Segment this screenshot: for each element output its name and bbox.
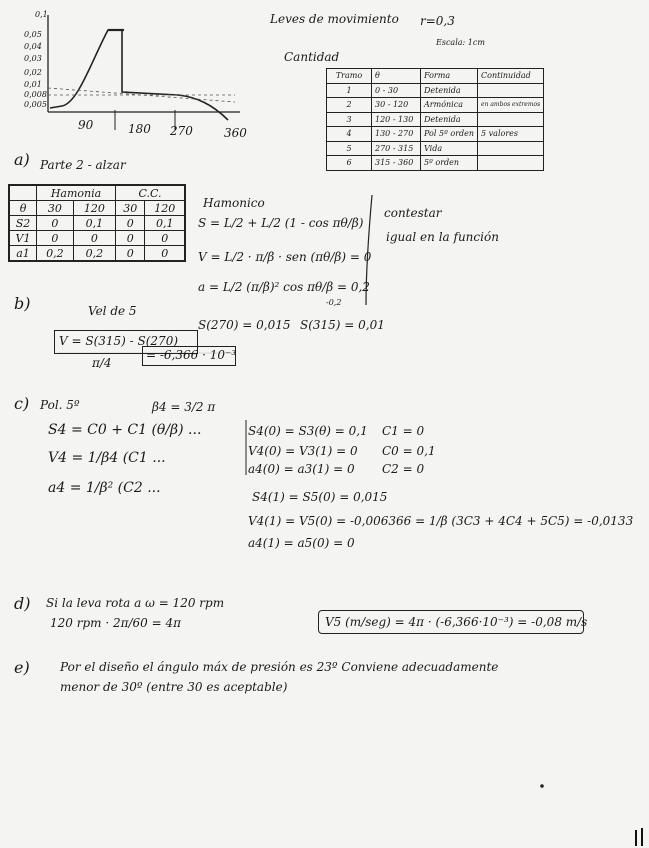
table-header-row (9, 185, 185, 201)
coefficient: C0 = 0,1 (382, 444, 436, 458)
table-cell: Detenida (421, 112, 478, 127)
table-cell: 2 (327, 98, 372, 113)
tramos-title: Cantidad (284, 50, 340, 64)
table-cell: 0,1 (145, 216, 185, 231)
y-tick-label: 0,04 (24, 42, 42, 51)
coefficient: C2 = 0 (382, 462, 425, 476)
table-row (9, 246, 185, 262)
displacement-curve (50, 30, 228, 120)
boundary-condition: S4(0) = S3(θ) = 0,1 (248, 424, 368, 438)
table-cell (478, 83, 544, 98)
table-cell: 6 (327, 156, 372, 171)
page-title: Leves de movimiento (270, 12, 399, 26)
section-d-intro: Si la leva rota a ω = 120 rpm (46, 596, 225, 610)
equation-a-extra: -0,2 (326, 298, 342, 307)
table-cell: 0 (37, 231, 74, 246)
final-velocity: V5 (m/seg) = 4π · (-6,366·10⁻³) = -0,08 m/s (325, 615, 588, 629)
table-cell: 0 (145, 231, 185, 246)
table-header: C.C. (116, 185, 186, 201)
table-cell: 270 - 315 (372, 141, 421, 156)
section-d-label: d) (14, 594, 31, 613)
table-header: 120 (73, 201, 115, 216)
x-tick-label: 90 (78, 118, 94, 132)
table-header-row (327, 69, 544, 84)
table-cell: Pol 5º orden (421, 127, 478, 142)
section-a-label: a) (14, 150, 30, 169)
table-cell: 30 - 120 (372, 98, 421, 113)
table-cell: Detenida (421, 83, 478, 98)
table-cell: a1 (9, 246, 37, 262)
table-cell: 5 valores (478, 127, 544, 142)
poly-s: S4 = C0 + C1 (θ/β) ... (48, 422, 202, 438)
table-cell: 0 (145, 246, 185, 262)
y-tick-label: 0,02 (24, 68, 42, 77)
table-header: 30 (116, 201, 145, 216)
table-header: 120 (145, 201, 185, 216)
s270-value: S(270) = 0,015 (198, 318, 291, 332)
velocity-result: = -6,366 · 10⁻³ (146, 348, 237, 362)
table-cell: 0 (37, 216, 74, 231)
table-cell: 0 (73, 231, 115, 246)
boundary-condition: V4(1) = V5(0) = -0,006366 = 1/β (3C3 + 4C4 + 5C5) = -0,0133 (248, 514, 634, 528)
section-e-line2: menor de 30º (entre 30 es aceptable) (60, 680, 288, 694)
tramos-table (326, 68, 544, 171)
table-cell (478, 156, 544, 171)
table-cell: S2 (9, 216, 37, 231)
s315-value: S(315) = 0,01 (300, 318, 385, 332)
table-header-row (9, 201, 185, 216)
side-note: contestar (384, 206, 442, 220)
table-cell: 315 - 360 (372, 156, 421, 171)
table-row (327, 98, 544, 113)
table-row (327, 83, 544, 98)
beta-value: β4 = 3/2 π (152, 400, 216, 414)
equation-a: a = L/2 (π/β)² cos πθ/β = 0,2 (198, 280, 370, 294)
table-cell: Armónica (421, 98, 478, 113)
poly-a: a4 = 1/β² (C2 ... (48, 480, 161, 496)
table-cell (478, 112, 544, 127)
table-cell (9, 185, 37, 201)
table-row (9, 216, 185, 231)
section-c-label: c) (14, 394, 30, 413)
table-cell: 3 (327, 112, 372, 127)
table-header: θ (372, 69, 421, 84)
values-table (8, 184, 186, 262)
table-cell: 1 (327, 83, 372, 98)
section-a-intro: Parte 2 - alzar (40, 158, 126, 172)
table-cell: V1 (9, 231, 37, 246)
table-row (327, 156, 544, 171)
equation-v: V = L/2 · π/β · sen (πθ/β) = 0 (198, 250, 372, 264)
final-velocity-box (318, 610, 588, 634)
scale-note: Escala: 1cm (436, 38, 485, 47)
y-tick-label: 0,005 (24, 100, 47, 109)
table-cell (478, 141, 544, 156)
table-row (327, 127, 544, 142)
table-header: θ (9, 201, 37, 216)
table-cell: 0 (116, 216, 145, 231)
x-tick-label: 270 (170, 124, 193, 138)
table-cell: 5 (327, 141, 372, 156)
x-tick-label: 360 (224, 126, 247, 140)
y-tick-label: 0,03 (24, 54, 42, 63)
table-cell: 4 (327, 127, 372, 142)
velocity-formula: V = S(315) - S(270) (59, 334, 179, 348)
table-row (9, 231, 185, 246)
table-cell: 0 (116, 246, 145, 262)
boundary-condition: V4(0) = V3(1) = 0 (248, 444, 358, 458)
table-cell: 0 (116, 231, 145, 246)
table-cell: 130 - 270 (372, 127, 421, 142)
ink-dot (540, 784, 544, 788)
velocity-result-box (142, 346, 236, 366)
table-cell: 0,1 (73, 216, 115, 231)
section-e-label: e) (14, 658, 30, 677)
section-e-line1: Por el diseño el ángulo máx de presión es 23º Conviene adecuadamente (60, 660, 499, 674)
table-header: Hamonia (37, 185, 116, 201)
y-tick-label: 0,05 (24, 30, 42, 39)
table-cell: en ambos extremos (478, 98, 544, 113)
x-tick-label: 180 (128, 122, 151, 136)
y-tick-label: 0,01 (24, 80, 42, 89)
side-note: igual en la función (386, 230, 499, 244)
table-header: Tramo (327, 69, 372, 84)
table-cell: 0,2 (37, 246, 74, 262)
table-row (327, 112, 544, 127)
harmonic-title: Hamonico (203, 196, 265, 210)
equation-s: S = L/2 + L/2 (1 - cos πθ/β) (198, 216, 364, 230)
coefficient: C1 = 0 (382, 424, 425, 438)
radius-note: r=0,3 (420, 14, 455, 28)
boundary-condition: a4(0) = a3(1) = 0 (248, 462, 355, 476)
table-header: Forma (421, 69, 478, 84)
section-c-intro: Pol. 5º (40, 398, 80, 412)
rpm-conversion: 120 rpm · 2π/60 = 4π (50, 616, 181, 630)
velocity-denominator: π/4 (92, 356, 112, 370)
section-b-label: b) (14, 294, 31, 313)
table-header: 30 (37, 201, 74, 216)
y-tick-label: 0,008 (24, 90, 47, 99)
boundary-condition: a4(1) = a5(0) = 0 (248, 536, 355, 550)
poly-v: V4 = 1/β4 (C1 ... (48, 450, 166, 466)
section-b-intro: Vel de 5 (88, 304, 137, 318)
table-cell: 0,2 (73, 246, 115, 262)
table-header: Continuidad (478, 69, 544, 84)
boundary-condition: S4(1) = S5(0) = 0,015 (252, 490, 388, 504)
table-row (327, 141, 544, 156)
table-cell: 120 - 130 (372, 112, 421, 127)
table-cell: Vida (421, 141, 478, 156)
y-tick-label: 0,1 (35, 10, 48, 19)
table-cell: 5º orden (421, 156, 478, 171)
table-cell: 0 - 30 (372, 83, 421, 98)
